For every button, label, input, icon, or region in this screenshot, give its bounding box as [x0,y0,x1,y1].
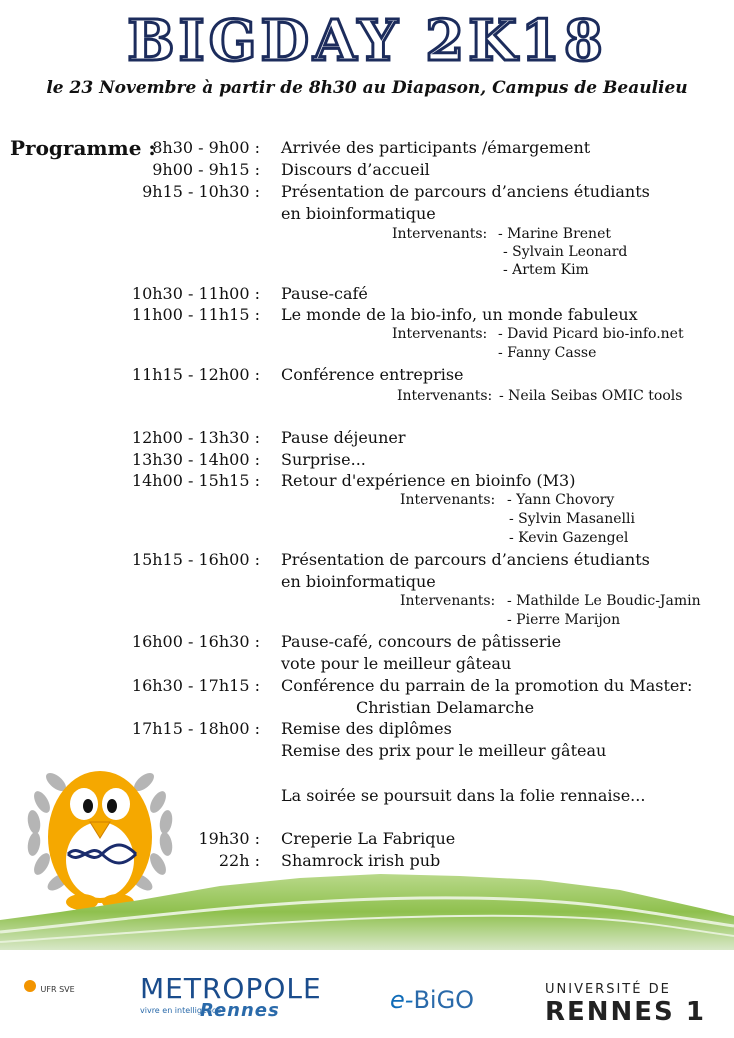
schedule-time: 17h15 - 18h00 : [131,719,260,738]
schedule-item: Pause déjeuner [281,428,406,447]
speaker: - Yann Chovory [507,492,615,508]
speaker: - Marine Brenet [498,226,611,242]
schedule-time: 8h30 - 9h00 : [152,138,260,157]
schedule-item: Surprise... [281,450,366,469]
schedule-time: 13h30 - 14h00 : [131,450,260,469]
intervenants-label: Intervenants: [397,388,493,404]
speaker: - Fanny Casse [498,345,597,361]
schedule-item-line2: Remise des prix pour le meilleur gâteau [281,741,607,760]
ufr-logo-text: UFR SVE [40,985,75,994]
schedule-time: 15h15 - 16h00 : [131,550,260,569]
schedule-item: Présentation de parcours d’anciens étudiants [281,550,650,569]
ufr-sve-logo [24,980,75,994]
schedule-item-line2: Christian Delamarche [356,698,535,717]
event-title [0,8,734,74]
speaker: - Mathilde Le Boudic-Jamin [507,593,701,609]
partner-logos [0,950,734,1038]
speaker: - Artem Kim [503,262,589,278]
evening-place: Creperie La Fabrique [281,829,456,848]
metropole-tagline: vivre en intelligence [140,1006,222,1015]
speaker: - Pierre Marijon [507,612,621,628]
evening-time: 22h : [218,851,260,870]
schedule-time: 9h15 - 10h30 : [142,182,260,201]
schedule-item: Retour d'expérience en bioinfo (M3) [281,471,576,490]
schedule-item: Pause-café [281,284,368,303]
univ-line2: RENNES 1 [545,997,706,1027]
evening-text: La soirée se poursuit dans la folie rennaise... [281,786,646,805]
universite-rennes-logo [545,982,706,1027]
evening-time: 19h30 : [198,829,260,848]
schedule-item: Conférence du parrain de la promotion du Master: [281,676,693,695]
ufr-dot-icon [24,980,36,992]
speaker: - David Picard bio-info.net [498,326,684,342]
schedule-item: Pause-café, concours de pâtisserie [281,632,562,651]
intervenants-label: Intervenants: [400,593,496,609]
schedule-item: Arrivée des participants /émargement [281,138,591,157]
schedule-time: 16h00 - 16h30 : [131,632,260,651]
speaker: - Kevin Gazengel [509,530,629,546]
speaker: - Sylvain Leonard [503,244,628,260]
schedule-item: Le monde de la bio-info, un monde fabuleux [281,305,638,324]
schedule-time: 10h30 - 11h00 : [131,284,260,303]
event-subtitle: le 23 Novembre à partir de 8h30 au Diapason, Campus de Beaulieu [46,78,688,98]
schedule-item: Remise des diplômes [281,719,452,738]
metropole-city: Rennes [200,1000,280,1021]
metropole-logo [140,972,322,1021]
schedule-item: Présentation de parcours d’anciens étudiants [281,182,650,201]
schedule-item: Conférence entreprise [281,365,464,384]
schedule-item-line2: vote pour le meilleur gâteau [281,654,512,673]
ebigo-logo [390,986,474,1014]
schedule-time: 16h30 - 17h15 : [131,676,260,695]
schedule-time: 9h00 - 9h15 : [152,160,260,179]
schedule-time: 11h00 - 11h15 : [131,305,260,324]
ebigo-text: BiGO [413,986,475,1014]
univ-line1: UNIVERSITÉ DE [545,982,671,997]
metropole-logo-text: METROPOLE [140,972,322,1005]
speaker: - Neila Seibas OMIC tools [499,388,683,404]
programme-label: Programme : [10,136,156,160]
schedule-item-line2: en bioinformatique [281,572,436,591]
intervenants-label: Intervenants: [392,326,488,342]
schedule-item: Discours d’accueil [281,160,430,179]
intervenants-label: Intervenants: [392,226,488,242]
intervenants-label: Intervenants: [400,492,496,508]
event-title-text: BIGDAY 2K18 [127,8,607,74]
speaker: - Sylvin Masanelli [509,511,635,527]
schedule-time: 14h00 - 15h15 : [131,471,260,490]
leaf-photo-band [0,860,734,950]
schedule-time: 12h00 - 13h30 : [131,428,260,447]
ebigo-prefix: e- [390,986,414,1014]
schedule-time: 11h15 - 12h00 : [131,365,260,384]
evening-place: Shamrock irish pub [281,851,441,870]
schedule-item-line2: en bioinformatique [281,204,436,223]
